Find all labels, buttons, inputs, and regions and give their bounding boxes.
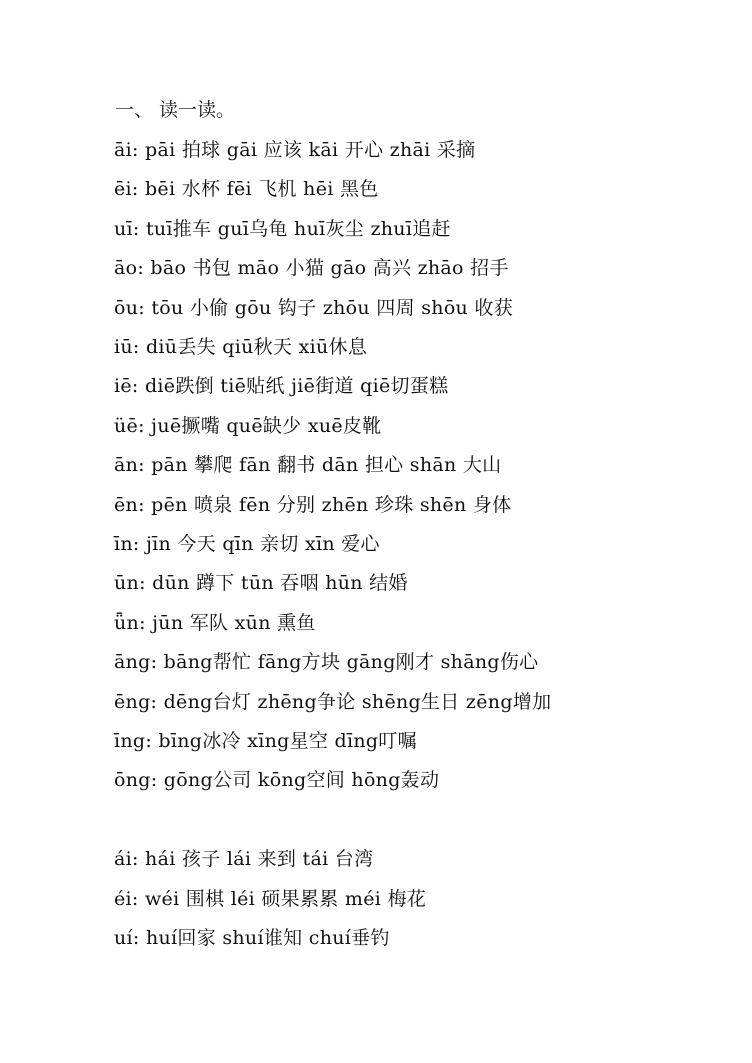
pinyin-line-eng: ēng: dēng台灯 zhēng争论 shēng生日 zēng增加 — [114, 691, 552, 713]
pinyin-line-an: ān: pān 攀爬 fān 翻书 dān 担心 shān 大山 — [114, 454, 502, 476]
pinyin-line-vn: ǖn: jūn 军队 xūn 熏鱼 — [114, 612, 316, 634]
section-heading: 一、 读一读。 — [115, 99, 236, 121]
pinyin-line-ang: āng: bāng帮忙 fāng方块 gāng刚才 shāng伤心 — [114, 651, 539, 673]
pinyin-line-ou: ōu: tōu 小偷 gōu 钩子 zhōu 四周 shōu 收获 — [114, 297, 514, 319]
pinyin-line-ai: āi: pāi 拍球 gāi 应该 kāi 开心 zhāi 采摘 — [114, 139, 476, 161]
pinyin-line-un: ūn: dūn 蹲下 tūn 吞咽 hūn 结婚 — [114, 572, 408, 594]
pinyin-line-en: ēn: pēn 喷泉 fēn 分别 zhēn 珍珠 shēn 身体 — [114, 494, 512, 516]
pinyin-line-ong: ōng: gōng公司 kōng空间 hōng轰动 — [114, 769, 440, 791]
pinyin-line-ao: āo: bāo 书包 māo 小猫 gāo 高兴 zhāo 招手 — [114, 257, 509, 279]
pinyin-line-in: īn: jīn 今天 qīn 亲切 xīn 爱心 — [114, 533, 380, 555]
pinyin-line-ai2: ái: hái 孩子 lái 来到 tái 台湾 — [114, 848, 374, 870]
pinyin-line-iu: iū: diū丢失 qiū秋天 xiū休息 — [114, 336, 368, 358]
pinyin-line-ui2: uí: huí回家 shuí谁知 chuí垂钓 — [114, 927, 390, 949]
pinyin-line-ie: iē: diē跌倒 tiē贴纸 jiē街道 qiē切蛋糕 — [114, 375, 449, 397]
pinyin-line-ui: uī: tuī推车 guī乌龟 huī灰尘 zhuī追赶 — [114, 218, 451, 240]
pinyin-line-ei: ēi: bēi 水杯 fēi 飞机 hēi 黑色 — [114, 178, 379, 200]
pinyin-line-ve: üē: juē撅嘴 quē缺少 xuē皮靴 — [114, 415, 382, 437]
pinyin-line-ei2: éi: wéi 围棋 léi 硕果累累 méi 梅花 — [114, 888, 427, 910]
pinyin-line-ing: īng: bīng冰冷 xīng星空 dīng叮嘱 — [114, 730, 417, 752]
